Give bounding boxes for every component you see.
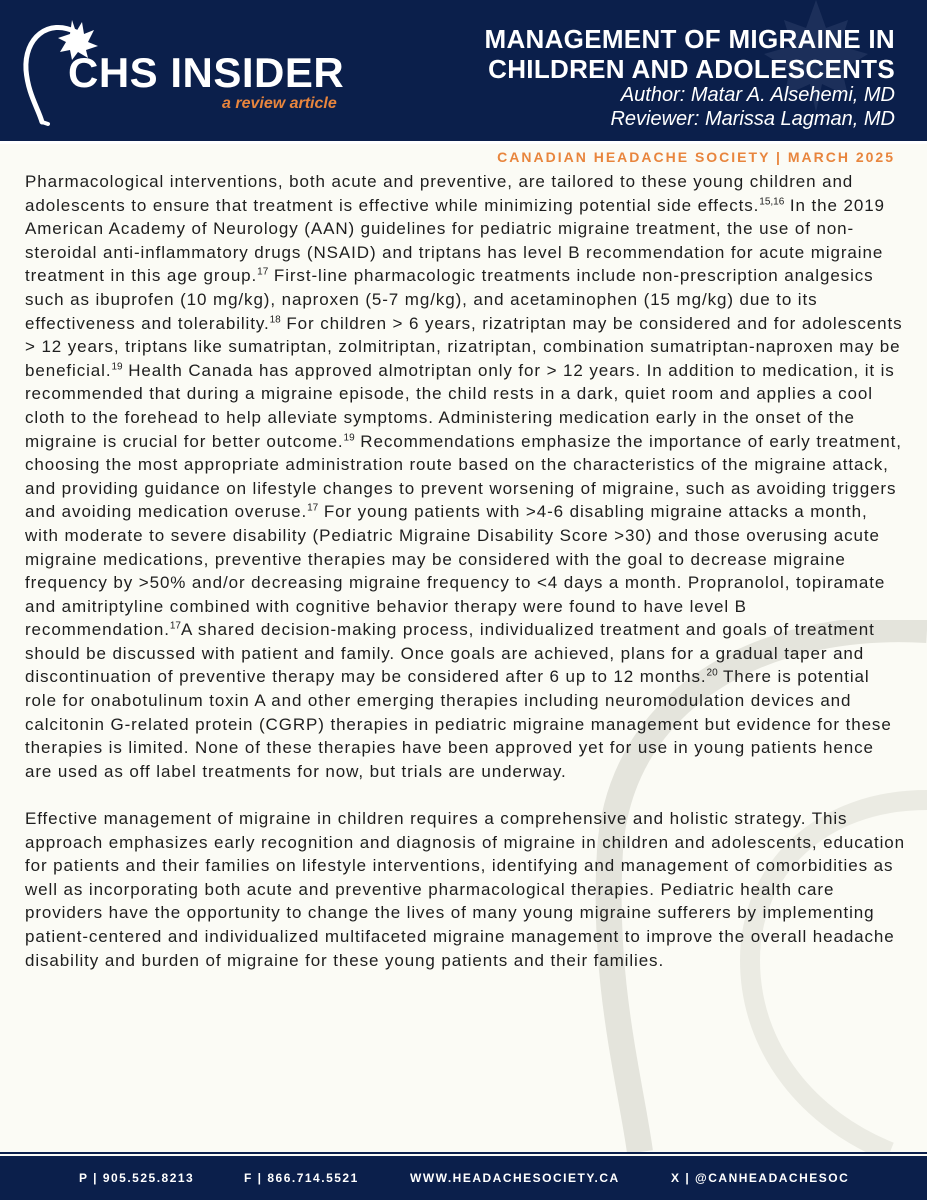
footer-phone: P | 905.525.8213: [79, 1171, 195, 1185]
citation: 19: [111, 361, 123, 373]
text-run: Health Canada has approved almotriptan only for > 12 years. In addition to medication, it is recommended that during a migraine episode, the child rests in a dark, quiet room and applies a cool cloth to the forehead to help alleviate symptoms. Administering medication early in the onset of the migraine is crucial for better outcome.: [25, 360, 895, 451]
title-line-1: MANAGEMENT OF MIGRAINE IN: [484, 24, 895, 54]
text-run: For young patients with >4-6 disabling migraine attacks a month, with moderate to severe disability (Pediatric Migraine Disability Score >30) and those overusing acute migraine medications, preventive therapies may be considered with the goal to decrease migraine frequency by >50% and/or decreasing migraine frequency to <4 days a month. Propranolol, topiramate and amitriptyline combined with cognitive behavior therapy were found to have level B recommendation.: [25, 502, 886, 640]
logo-wordmark: CHS INSIDER: [68, 49, 345, 96]
citation: 17: [169, 620, 181, 632]
article-body: [25, 170, 905, 972]
author-line: Author: Matar A. Alsehemi, MD: [620, 84, 895, 106]
paragraph-2: Effective management of migraine in children requires a comprehensive and holistic strategy. This approach emphasizes early recognition and diagnosis of migraine in children and adolescents, education for patients and their families on lifestyle interventions, identifying and management of comorbidities as well as incorporating both acute and preventive pharmacological therapies. Pediatric health care providers have the opportunity to change the lives of many young migraine sufferers by implementing patient-centered and individualized multifaceted migraine management to improve the overall headache disability and burden of migraine for these young patients and their families.: [25, 809, 905, 970]
footer-social-link[interactable]: X | @CANHEADACHESOC: [671, 1171, 850, 1185]
header-banner: [0, 0, 927, 141]
footer-divider: [0, 1152, 927, 1154]
citation: 20: [706, 667, 718, 679]
footer-bar: [0, 1156, 927, 1200]
publication-dateline: CANADIAN HEADACHE SOCIETY | MARCH 2025: [497, 149, 895, 165]
citation: 18: [269, 313, 281, 325]
text-run: In the 2019 American Academy of Neurology (AAN) guidelines for pediatric migraine treatment, the use of non-steroidal anti-inflammatory drugs (NSAID) and triptans has level B recommendation for acute migraine treatment in this age group.: [25, 195, 885, 286]
title-line-2: CHILDREN AND ADOLESCENTS: [488, 54, 895, 84]
citation: 15,16: [759, 195, 785, 207]
logo-tagline: a review article: [222, 95, 337, 112]
citation: 17: [257, 266, 269, 278]
text-run: There is potential role for onabotulinum toxin A and other emerging therapies including neuromodulation devices and calcitonin G-related protein (CGRP) therapies in pediatric migraine management but evidence for these therapies is limited. None of these therapies have been approved yet for use in young patients hence are used as off label treatments for now, but trials are underway.: [25, 667, 892, 781]
text-run: For children > 6 years, rizatriptan may be considered and for adolescents > 12 years, triptans like sumatriptan, zolmitriptan, rizatriptan, combination sumatriptan-naproxen may be beneficial.: [25, 313, 903, 380]
article-title: [375, 24, 895, 84]
text-run: First-line pharmacologic treatments include non-prescription analgesics such as ibuprofen (10 mg/kg), naproxen (5-7 mg/kg), and acetaminophen (15 mg/kg) due to its effectiveness and tolerability.: [25, 266, 874, 333]
header-divider: [0, 141, 927, 144]
citation: 17: [307, 502, 319, 514]
text-run: A shared decision-making process, individualized treatment and goals of treatment should be discussed with patient and family. Once goals are achieved, plans for a gradual taper and discontinuation of preventive therapy may be considered after 6 up to 12 months.: [25, 620, 875, 687]
paragraph-1: [25, 170, 905, 783]
footer-website-link[interactable]: WWW.HEADACHESOCIETY.CA: [410, 1171, 620, 1185]
reviewer-line: Reviewer: Marissa Lagman, MD: [610, 108, 895, 130]
text-run: Recommendations emphasize the importance of early treatment, choosing the most appropriate administration route based on the characteristics of the migraine attack, and providing guidance on lifestyle changes to prevent worsening of migraine, such as avoiding triggers and avoiding medication overuse.: [25, 431, 902, 522]
citation: 19: [343, 431, 355, 443]
footer-fax: F | 866.714.5521: [244, 1171, 359, 1185]
text-run: Pharmacological interventions, both acute and preventive, are tailored to these young children and adolescents to ensure that treatment is effective while minimizing potential side effects.: [25, 172, 854, 215]
